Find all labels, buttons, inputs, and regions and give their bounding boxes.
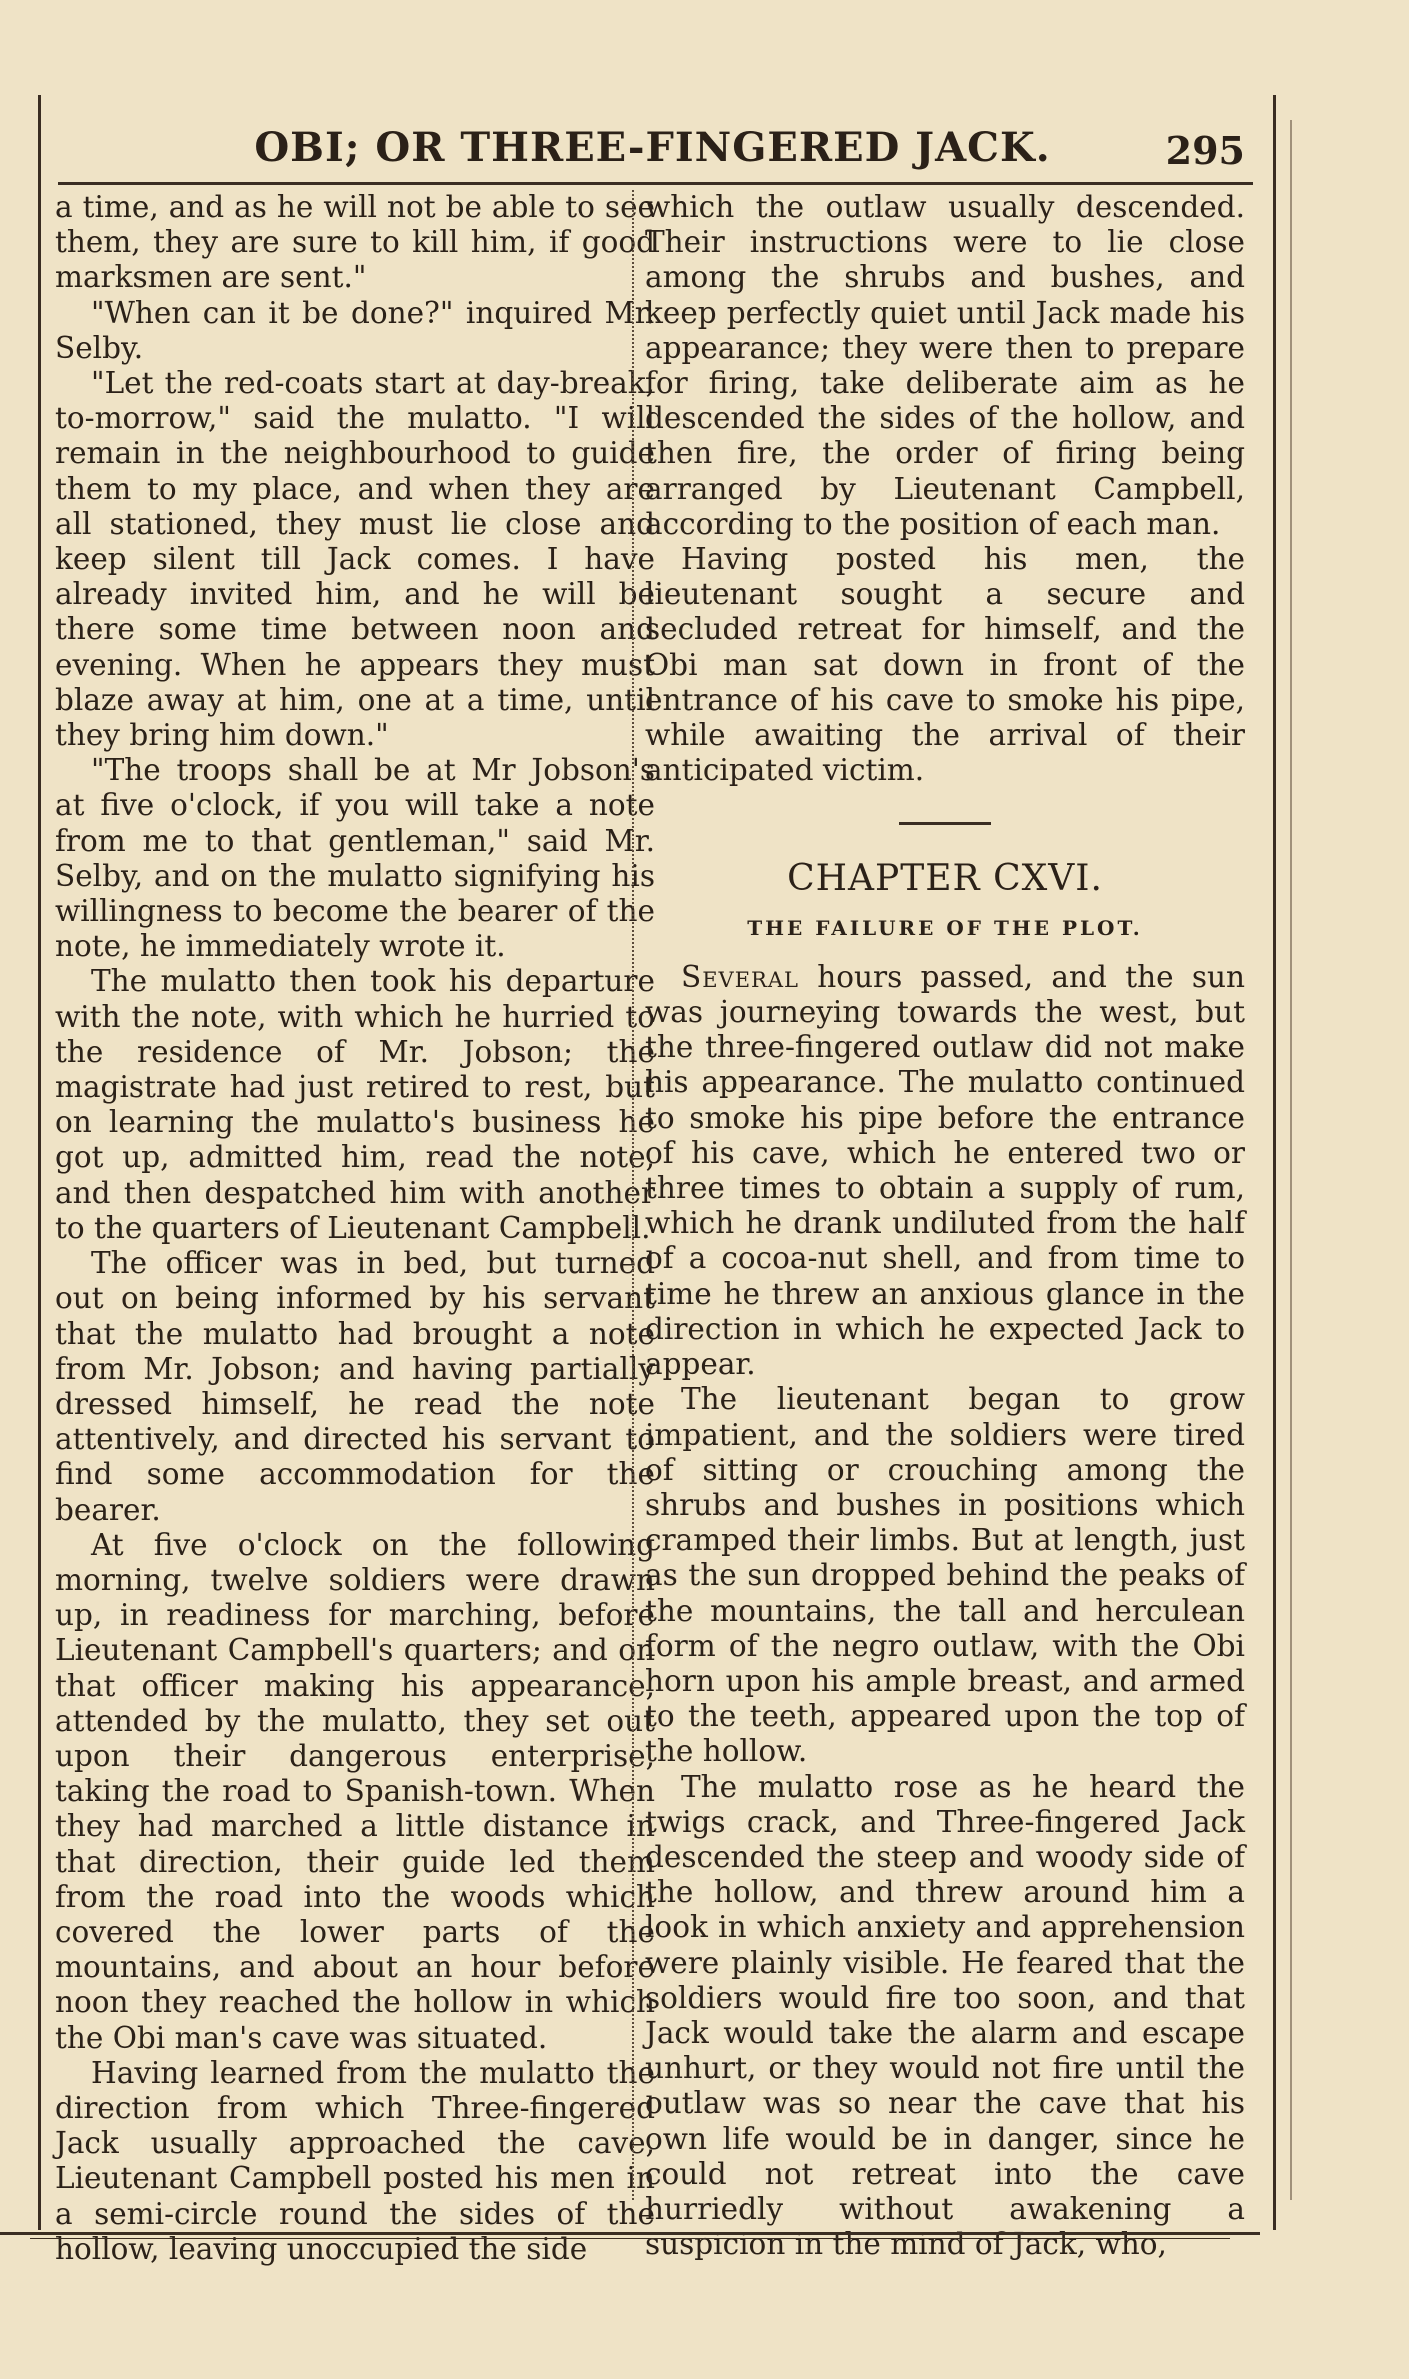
paragraph: "Let the red-coats start at day-break, to-morrow," said the mulatto. "I will remain in the neighbourhood to guide them to my place, and when they are all stationed, they must lie close and keep silent till Jack comes. I have already invited him, and he will be there some time between noon and evening. When he appears they must blaze away at him, one at a time, until they bring him down." <box>55 366 655 753</box>
paragraph: The officer was in bed, but turned out on being informed by his servant that the mulatto had brought a note from Mr. Jobson; and having partially dressed himself, he read the note attentively, and directed his servant to find some accommodation for the bearer. <box>55 1246 655 1527</box>
paragraph: "The troops shall be at Mr Jobson's at five o'clock, if you will take a note from me to that gentleman," said Mr. Selby, and on the mulatto signifying his willingness to become the bearer of the note, he immediately wrote it. <box>55 753 655 964</box>
left-column <box>55 190 655 2267</box>
chapter-first-paragraph <box>645 960 1245 1382</box>
chapter-subtitle: THE FAILURE OF THE PLOT. <box>747 915 1143 940</box>
running-title: OBI; OR THREE-FINGERED JACK. <box>254 124 1051 171</box>
column-divider <box>632 190 634 2200</box>
header-rule <box>58 182 1253 185</box>
paragraph: At five o'clock on the following morning, twelve soldiers were drawn up, in readiness for marching, before Lieutenant Campbell's quarters; and on that officer making his appearance, attended by the mulatto, they set out upon their dangerous enterprise, taking the road to Spanish-town. When they had marched a little distance in that direction, their guide led them from the road into the woods which covered the lower parts of the mountains, and about an hour before noon they reached the hollow in which the Obi man's cave was situated. <box>55 1527 655 2055</box>
chapter-lead-word: Several <box>681 959 799 994</box>
right-column <box>645 190 1245 2262</box>
page-header <box>55 110 1250 180</box>
paragraph: The lieutenant began to grow impatient, and the soldiers were tired of sitting or crouching among the shrubs and bushes in positions which cramped their limbs. But at length, just as the sun dropped behind the peaks of the mountains, the tall and herculean form of the negro outlaw, with the Obi horn upon his ample breast, and armed to the teeth, appeared upon the top of the hollow. <box>645 1382 1245 1769</box>
page-number: 295 <box>1165 128 1245 173</box>
chapter-heading: CHAPTER CXVI. <box>787 858 1103 900</box>
page-edge-line <box>1290 120 1292 2200</box>
section-rule <box>899 822 991 825</box>
paragraph: "When can it be done?" inquired Mr. Selby. <box>55 295 655 365</box>
paragraph: a time, and as he will not be able to see them, they are sure to kill him, if good marksmen are sent." <box>55 190 655 295</box>
paragraph: which the outlaw usually descended. Their instructions were to lie close among the shrubs and bushes, and keep perfectly quiet until Jack made his appearance; they were then to prepare for firing, take deliberate aim as he descended the sides of the hollow, and then fire, the order of firing being arranged by Lieutenant Campbell, according to the position of each man. <box>645 190 1245 541</box>
paragraph: Having learned from the mulatto the direction from which Three-fingered Jack usually approached the cave, Lieutenant Campbell posted his men in a semi-circle round the sides of the hollow, leaving unoccupied the side <box>55 2055 655 2266</box>
footer-rule <box>0 2232 1260 2235</box>
paragraph: The mulatto rose as he heard the twigs crack, and Three-fingered Jack descended the steep and woody side of the hollow, and threw around him a look in which anxiety and apprehension were plainly visible. He feared that the soldiers would fire too soon, and that Jack would take the alarm and escape unhurt, or they would not fire until the outlaw was so near the cave that his own life would be in danger, since he could not retreat into the cave hurriedly without awakening a suspicion in the mind of Jack, who, <box>645 1769 1245 2262</box>
paragraph: Having posted his men, the lieutenant sought a secure and secluded retreat for himself, and the Obi man sat down in front of the entrance of his cave to smoke his pipe, while awaiting the arrival of their anticipated victim. <box>645 542 1245 788</box>
chapter-first-paragraph-text: hours passed, and the sun was journeying towards the west, but the three-fingered outlaw did not make his appearance. The mulatto continued to smoke his pipe before the entrance of his cave, which he entered two or three times to obtain a supply of rum, which he drank undiluted from the half of a cocoa-nut shell, and from time to time he threw an anxious glance in the direction in which he expected Jack to appear. <box>645 959 1245 1382</box>
paragraph: The mulatto then took his departure with the note, with which he hurried to the residence of Mr. Jobson; the magistrate had just retired to rest, but on learning the mulatto's business he got up, admitted him, read the note, and then despatched him with another to the quarters of Lieutenant Campbell. <box>55 964 655 1245</box>
footer-rule-thin <box>30 2238 1230 2239</box>
